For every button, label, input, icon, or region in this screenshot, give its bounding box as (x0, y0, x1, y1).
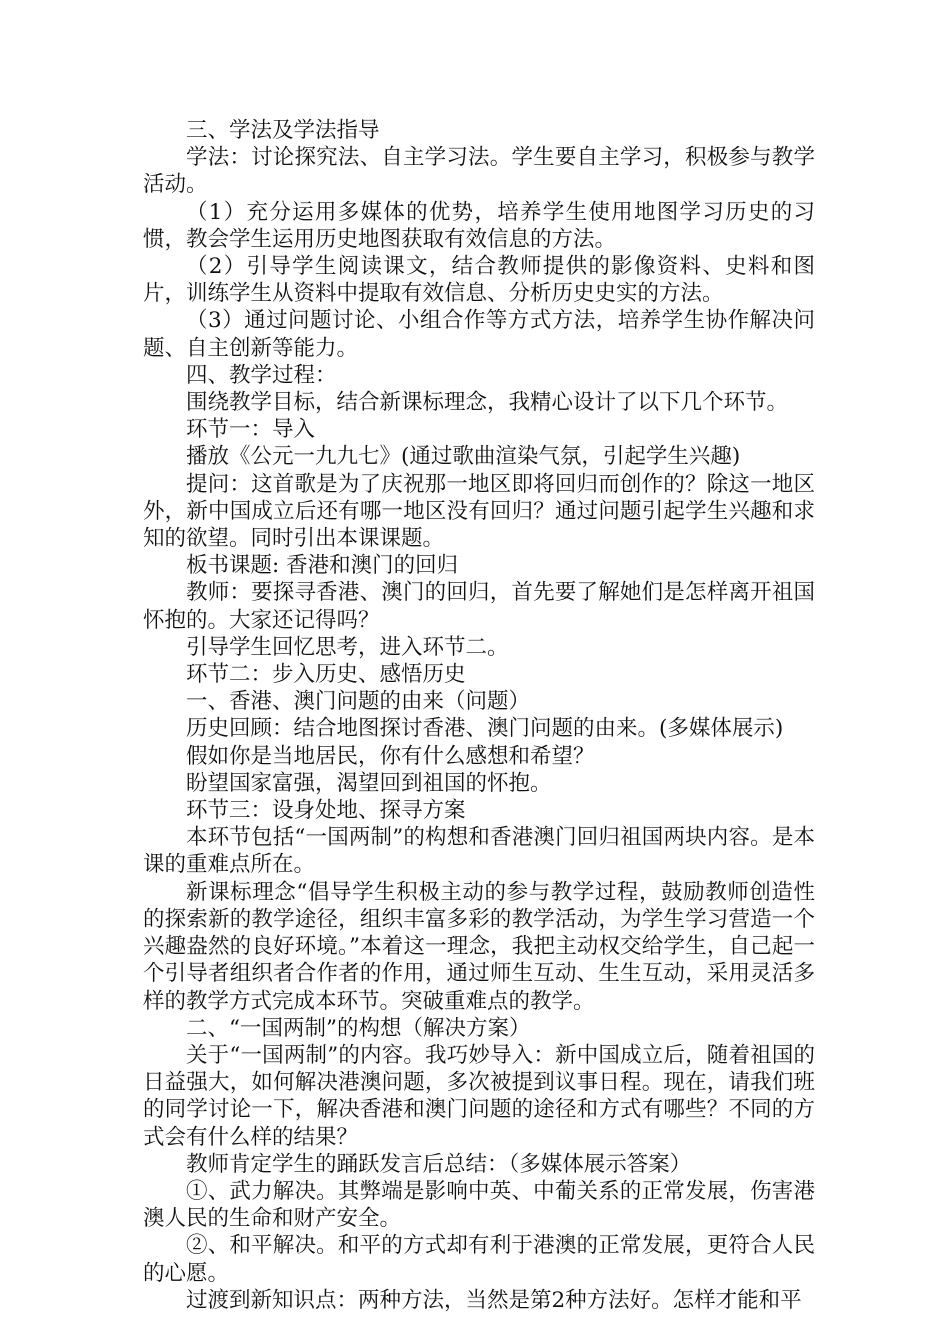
paragraph: （2）引导学生阅读课文，结合教师提供的影像资料、史料和图片，训练学生从资料中提取有效信息、分析历史史实的方法。 (143, 254, 815, 307)
list-item: ②、和平解决。和平的方式却有利于港澳的正常发展，更符合人民的心愿。 (143, 1233, 815, 1286)
paragraph: 学法：讨论探究法、自主学习法。学生要自主学习，积极参与教学活动。 (143, 145, 815, 198)
paragraph: 本环节包括“一国两制”的构想和香港澳门回归祖国两块内容。是本课的重难点所在。 (143, 825, 815, 878)
step-heading: 环节一：导入 (186, 417, 316, 443)
paragraph: 教师肯定学生的踊跃发言后总结：（多媒体展示答案） (186, 1151, 692, 1177)
list-item: ①、武力解决。其弊端是影响中英、中葡关系的正常发展，伤害港澳人民的生命和财产安全。 (143, 1178, 815, 1232)
paragraph: （3）通过问题讨论、小组合作等方式方法，培养学生协作解决问题、自主创新等能力。 (143, 308, 815, 361)
section-heading-study-methods: 三、学法及学法指导 (186, 118, 380, 143)
section-heading-teaching-process: 四、教学过程： (186, 362, 337, 388)
paragraph: 新课标理念“倡导学生积极主动的参与教学过程，鼓励教师创造性的探索新的教学途径，组织丰富多彩的教学活动，为学生学习营造一个兴趣盎然的良好环境。”本着这一理念，我把主动权交给学生，自己起一个引导者组织者合作者的作用，通过师生互动、生生互动，采用灵活多样的教学方式完成本环节。突破重难点的教学。 (143, 879, 815, 1014)
document-page (143, 117, 815, 1314)
paragraph: 过渡到新知识点：两种方法，当然是第2种方法好。怎样才能和平 (186, 1287, 802, 1313)
paragraph: 假如你是当地居民，你有什么感想和希望？ (186, 743, 595, 769)
step-heading: 环节二：步入历史、感悟历史 (186, 662, 466, 688)
paragraph: 播放《公元一九九七》(通过歌曲渲染气氛，引起学生兴趣) (186, 444, 741, 470)
step-heading: 环节三：设身处地、探寻方案 (186, 798, 466, 824)
paragraph: 盼望国家富强，渴望回到祖国的怀抱。 (186, 770, 552, 796)
subsection-heading: 二、“一国两制”的构想（解决方案） (186, 1015, 531, 1041)
paragraph: 提问：这首歌是为了庆祝那一地区即将回归而创作的？除这一地区外，新中国成立后还有哪一地区没有回归？通过问题引起学生兴趣和求知的欲望。同时引出本课课题。 (143, 471, 815, 552)
paragraph: 关于“一国两制”的内容。我巧妙导入：新中国成立后，随着祖国的日益强大，如何解决港澳问题，多次被提到议事日程。现在，请我们班的同学讨论一下，解决香港和澳门问题的途径和方式有哪些？不同的方式会有什么样的结果？ (143, 1042, 815, 1150)
paragraph: 围绕教学目标，结合新课标理念，我精心设计了以下几个环节。 (186, 390, 789, 416)
paragraph: （1）充分运用多媒体的优势，培养学生使用地图学习历史的习惯，教会学生运用历史地图获取有效信息的方法。 (143, 199, 815, 252)
paragraph: 引导学生回忆思考，进入环节二。 (186, 634, 509, 660)
subsection-heading: 一、香港、澳门问题的由来（问题） (186, 689, 531, 715)
paragraph: 历史回顾：结合地图探讨香港、澳门问题的由来。(多媒体展示) (186, 716, 784, 742)
paragraph: 教师：要探寻香港、澳门的回归，首先要了解她们是怎样离开祖国怀抱的。大家还记得吗？ (143, 580, 815, 633)
paragraph: 板书课题: 香港和澳门的回归 (186, 553, 459, 579)
